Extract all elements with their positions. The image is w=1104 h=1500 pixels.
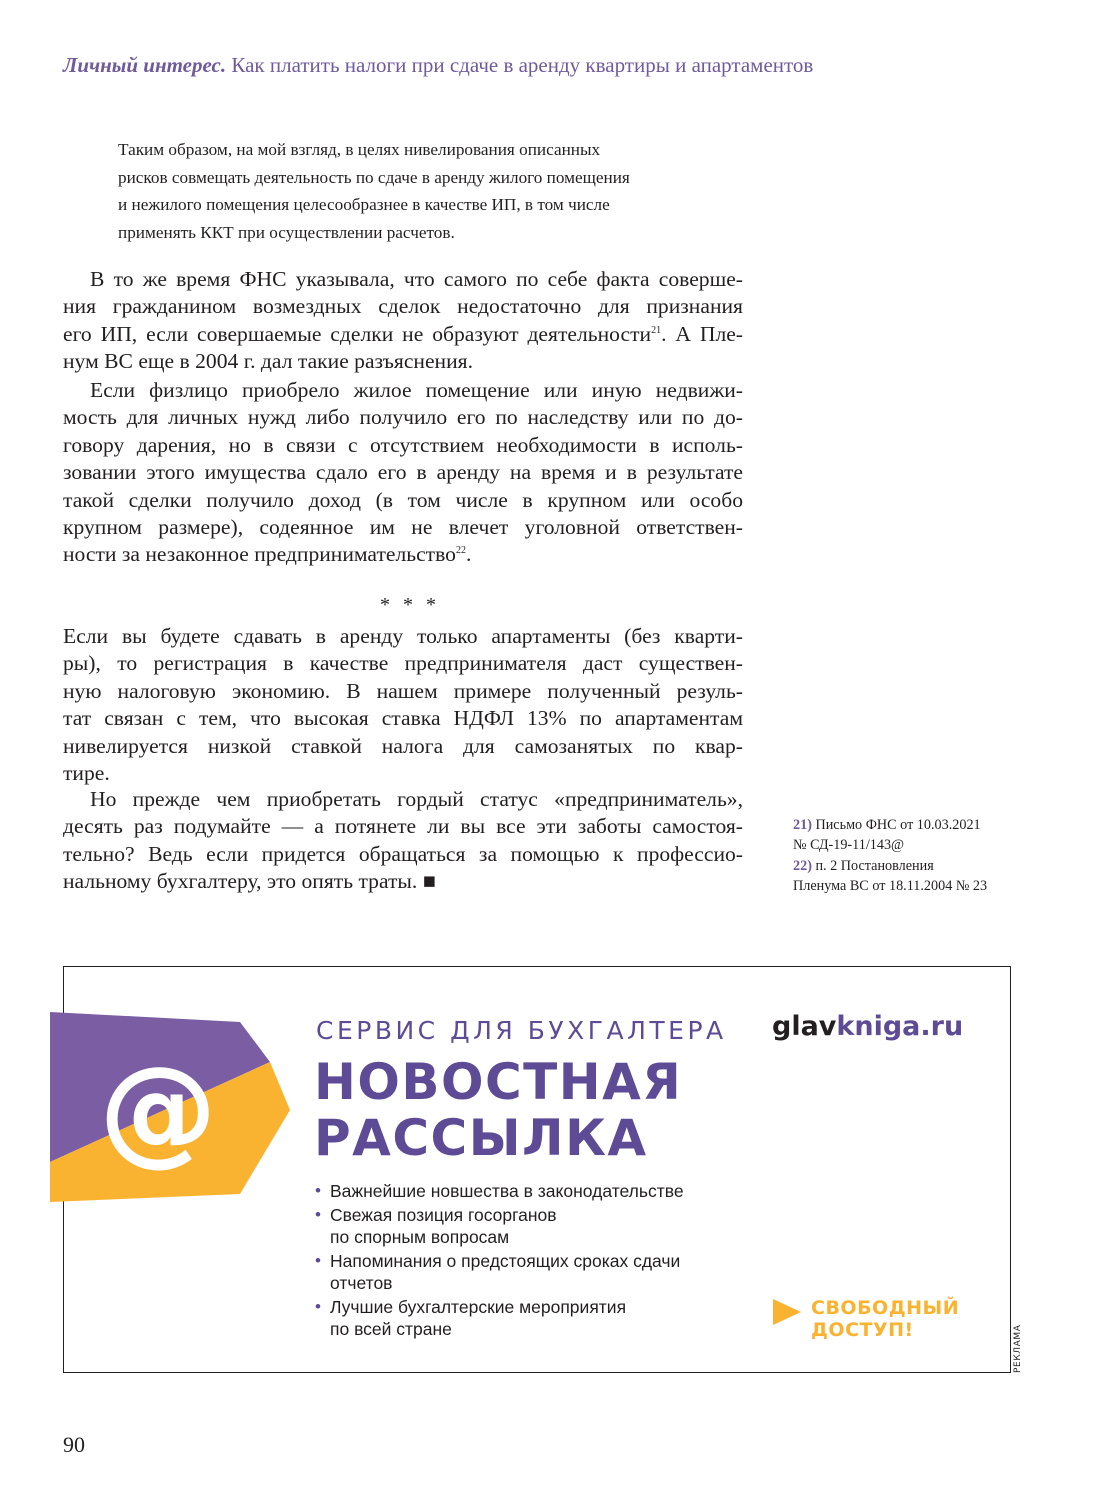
- quote-line: Таким образом, на мой взгляд, в целях нивелирования описанных: [118, 140, 601, 159]
- list-item: • Напоминания о предстоящих сроках сдачи отчетов: [313, 1250, 753, 1294]
- ad-feature-list: [313, 1180, 753, 1342]
- list-item: • Лучшие бухгалтерские мероприятия по всей стране: [313, 1296, 753, 1340]
- text-line: Если физлицо приобрело жилое помещение или иную недвижи-: [90, 378, 743, 402]
- text-line: нум ВС еще в 2004 г. дал такие разъяснения.: [63, 349, 473, 374]
- ad-subtitle: СЕРВИС ДЛЯ БУХГАЛТЕРА: [316, 1016, 727, 1045]
- ad-title: НОВОСТНАЯ РАССЫЛКА: [314, 1053, 683, 1167]
- text-line: ры), то регистрация в качестве предпринимателя даст существен-: [63, 651, 743, 676]
- text-line: тат связан с тем, что высокая ставка НДФЛ 13% по апартаментам: [63, 706, 743, 731]
- footnote-21: 21) Письмо ФНС от 10.03.2021 № СД-19-11/143@: [793, 817, 981, 853]
- paragraph-4: [63, 786, 743, 896]
- text-line: десять раз подумайте — а потянете ли вы все эти заботы самостоя-: [63, 814, 743, 839]
- free-access-cta[interactable]: СВОБОДНЫЙ ДОСТУП!: [773, 1297, 959, 1341]
- section-separator: * * *: [380, 594, 440, 616]
- text-line: ния гражданином возмездных сделок недостаточно для признания: [63, 294, 743, 319]
- paragraph-3: [63, 623, 743, 787]
- list-item: • Свежая позиция госорганов по спорным вопросам: [313, 1204, 753, 1248]
- footnote-ref-22[interactable]: 22: [455, 545, 466, 557]
- text-line: такой сделки получило доход (в том числе в крупном или особо: [63, 487, 743, 512]
- text-line: ности за незаконное предпринимательство$^{22}$.: [63, 542, 472, 567]
- text-line: говору дарения, но в связи с отсутствием необходимости в исполь-: [63, 432, 743, 457]
- pull-quote: [118, 136, 738, 246]
- play-arrow-icon: [773, 1299, 801, 1325]
- article-title: Как платить налоги при сдаче в аренду квартиры и апартаментов: [231, 53, 814, 77]
- footnote-22: 22) п. 2 Постановления Пленума ВС от 18.11.2004 № 23: [793, 858, 988, 894]
- text-line: тире.: [63, 760, 110, 785]
- at-sign-icon: @: [99, 1040, 217, 1178]
- text-line: его ИП, если совершаемые сделки не образуют деятельности$^{21}$. А Пле-: [63, 321, 743, 346]
- text-line: Если вы будете сдавать в аренду только апартаменты (без кварти-: [63, 624, 743, 648]
- text-line: крупном размере), содеянное им не влечет уголовной ответствен-: [63, 514, 743, 539]
- footnote-ref-21[interactable]: 21: [651, 324, 662, 336]
- quote-line: рисков совмещать деятельность по сдаче в аренду жилого помещения: [118, 167, 630, 187]
- page-number: 90: [63, 1432, 85, 1457]
- footnotes: [793, 815, 1033, 897]
- text-line: нивелируется низкой ставкой налога для самозанятых по квар-: [63, 733, 743, 758]
- text-line: В то же время ФНС указывала, что самого по себе факта соверше-: [90, 267, 743, 291]
- list-item: • Важнейшие новшества в законодательстве: [313, 1180, 753, 1202]
- section-label: Личный интерес.: [63, 53, 227, 77]
- newsletter-logo: [50, 1012, 290, 1204]
- paragraph-2: [63, 377, 743, 569]
- quote-line: применять ККТ при осуществлении расчетов.: [118, 222, 455, 242]
- text-line: нальному бухгалтеру, это опять траты. ■: [63, 869, 436, 894]
- text-line: мость для личных нужд либо получило его по наследству или по до-: [63, 405, 743, 430]
- text-line: тельно? Ведь если придется обращаться за помощью к профессио-: [63, 841, 743, 866]
- text-line: Но прежде чем приобретать гордый статус «предприниматель»,: [90, 787, 743, 811]
- running-head: [63, 53, 813, 78]
- paragraph-1: [63, 266, 743, 376]
- ad-label: РЕКЛАМА: [1013, 1324, 1023, 1373]
- text-line: зовании этого имущества сдало его в аренду на время и в результате: [63, 460, 743, 485]
- ad-site-link[interactable]: glavkniga.ru: [772, 1011, 964, 1042]
- text-line: ную налоговую экономию. В нашем примере полученный резуль-: [63, 678, 743, 703]
- quote-line: и нежилого помещения целесообразнее в качестве ИП, в том числе: [118, 195, 610, 214]
